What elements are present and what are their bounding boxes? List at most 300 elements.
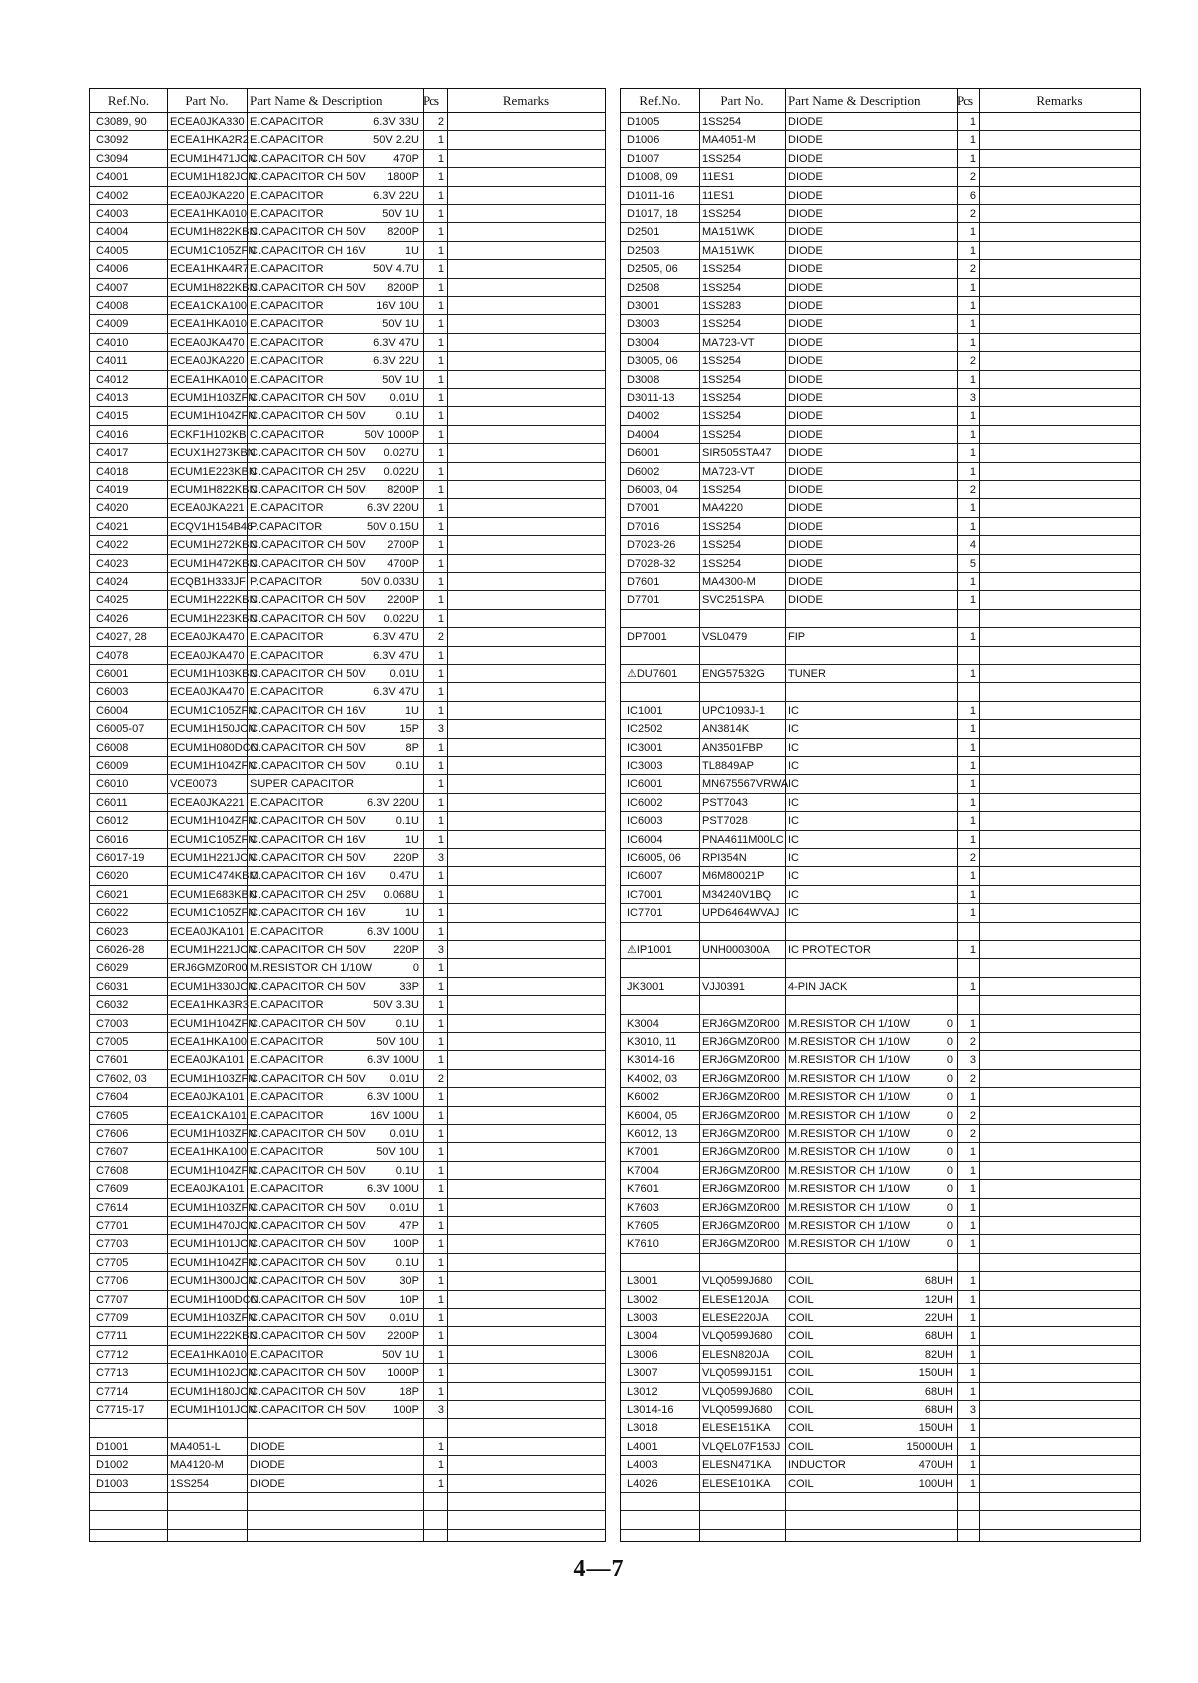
pcs: 2 — [969, 484, 976, 496]
part-name: C.CAPACITOR CH 50V — [250, 594, 366, 607]
pcs: 1 — [437, 373, 444, 386]
part-value: 8200P — [387, 484, 419, 496]
remarks — [447, 1254, 605, 1271]
pcs: 1 — [969, 1183, 976, 1196]
remarks — [979, 978, 1140, 995]
part-value: 68UH — [924, 1404, 953, 1416]
remarks — [447, 1015, 605, 1032]
part-name: C.CAPACITOR CH 25V — [250, 888, 366, 901]
part-name: E.CAPACITOR — [250, 336, 324, 349]
pcs: 2 — [437, 631, 444, 644]
part-name: C.CAPACITOR CH 50V — [250, 484, 366, 496]
description — [785, 573, 957, 590]
part-no: ECUM1H103ZFN — [170, 1201, 257, 1214]
table-row — [621, 996, 1140, 1014]
part-name: IC — [788, 778, 799, 791]
part-no: 1SS254 — [702, 281, 742, 294]
description — [247, 1015, 423, 1032]
table-row — [90, 923, 605, 941]
part-no: VLQ0599J680 — [702, 1385, 773, 1398]
ref-no: D2508 — [627, 281, 660, 294]
remarks — [447, 168, 605, 185]
part-value: 50V 4.7U — [373, 263, 419, 276]
part-no: ECUM1H100DCN — [170, 1293, 259, 1306]
description — [785, 1143, 957, 1160]
part-no: UPC1093J-1 — [702, 704, 765, 717]
table-row — [621, 1180, 1140, 1198]
pcs: 1 — [969, 1091, 976, 1104]
description — [785, 1217, 957, 1234]
table-row — [90, 1456, 605, 1474]
ref-no: C3092 — [96, 134, 129, 147]
pcs: 1 — [969, 1201, 976, 1214]
description — [785, 886, 957, 903]
part-value: 1U — [404, 704, 419, 717]
ref-no: IC7001 — [627, 888, 663, 901]
description — [247, 573, 423, 590]
part-name: IC — [788, 796, 799, 809]
remarks — [979, 1438, 1140, 1455]
pcs: 1 — [969, 870, 976, 883]
table-row — [90, 1088, 605, 1106]
remarks — [979, 812, 1140, 829]
table-row — [621, 1015, 1140, 1033]
remarks — [979, 260, 1140, 277]
pcs: 1 — [437, 1201, 444, 1214]
table-row — [621, 279, 1140, 297]
part-no: ECUM1H330JCN — [170, 980, 257, 993]
remarks — [979, 1401, 1140, 1418]
remarks — [447, 1419, 605, 1436]
table-row — [621, 426, 1140, 444]
part-value: 15P — [399, 723, 419, 736]
part-name: C.CAPACITOR CH 50V — [250, 1385, 366, 1398]
part-name: DIODE — [788, 428, 823, 441]
remarks — [447, 996, 605, 1013]
part-no: ECUM1H103KBN — [170, 668, 258, 680]
description — [785, 1493, 957, 1510]
table-row — [621, 1033, 1140, 1051]
ref-no — [621, 647, 699, 664]
part-name: C.CAPACITOR CH 50V — [250, 1238, 366, 1251]
pcs: 1 — [969, 1459, 976, 1472]
pcs: 1 — [437, 171, 444, 184]
pcs: 1 — [969, 152, 976, 165]
part-name: DIODE — [788, 539, 823, 552]
table-row — [90, 463, 605, 481]
table-row — [621, 831, 1140, 849]
remarks — [979, 1475, 1140, 1492]
description — [785, 1088, 957, 1105]
table-row — [621, 591, 1140, 609]
part-no: MN675567VRWA — [702, 778, 789, 791]
table-header — [621, 89, 1140, 113]
description — [785, 1107, 957, 1124]
ref-no: C7713 — [96, 1367, 129, 1380]
description — [785, 223, 957, 240]
ref-no — [621, 1511, 699, 1528]
remarks — [979, 591, 1140, 608]
part-name: E.CAPACITOR — [250, 649, 324, 662]
table-row — [90, 444, 605, 462]
remarks — [979, 904, 1140, 921]
part-value: 6.3V 220U — [367, 796, 419, 809]
description — [247, 1217, 423, 1234]
part-no: SVC251SPA — [702, 594, 765, 607]
ref-no: D1002 — [96, 1459, 129, 1472]
part-name: C.CAPACITOR CH 50V — [250, 171, 366, 184]
remarks — [979, 205, 1140, 222]
description — [247, 923, 423, 940]
part-name: IC — [788, 760, 799, 772]
ref-no: C4023 — [96, 557, 129, 570]
part-value: 100UH — [918, 1477, 953, 1490]
part-name: E.CAPACITOR — [250, 1054, 324, 1067]
remarks — [447, 1346, 605, 1363]
part-no: ECUM1H104ZFN — [170, 760, 257, 772]
pcs: 1 — [969, 134, 976, 147]
part-name: DIODE — [788, 594, 823, 607]
remarks — [447, 131, 605, 148]
table-row — [621, 260, 1140, 278]
remarks — [979, 1456, 1140, 1473]
description — [785, 1438, 957, 1455]
ref-no: L3014-16 — [627, 1404, 674, 1416]
ref-no: C4011 — [96, 355, 128, 368]
part-no: ECEA0JKA470 — [170, 686, 245, 699]
description — [247, 518, 423, 535]
part-no: VLQ0599J680 — [702, 1404, 773, 1416]
part-name: M.RESISTOR CH 1/10W — [788, 1017, 911, 1030]
part-name: C.CAPACITOR — [250, 428, 325, 441]
ref-no: D3001 — [627, 300, 660, 312]
table-row — [90, 242, 605, 260]
part-no: ECEA0JKA330 — [170, 116, 245, 128]
table-row — [90, 1364, 605, 1382]
remarks — [979, 923, 1140, 940]
pcs — [957, 996, 979, 1013]
part-no: 1SS254 — [702, 410, 742, 423]
description — [247, 1051, 423, 1068]
pcs: 1 — [969, 1220, 976, 1232]
part-name: COIL — [788, 1367, 814, 1380]
part-no — [167, 1419, 247, 1436]
table-row — [90, 187, 605, 205]
part-no: VJJ0391 — [702, 980, 745, 993]
part-name: IC — [788, 907, 799, 920]
description — [785, 260, 957, 277]
pcs: 1 — [969, 1146, 976, 1159]
parts-table-right — [620, 88, 1141, 1542]
part-name: DIODE — [788, 171, 823, 184]
table-row — [90, 1346, 605, 1364]
table-row — [90, 1401, 605, 1419]
pcs: 1 — [437, 447, 444, 460]
part-value: 50V 0.15U — [367, 520, 419, 533]
description — [785, 1199, 957, 1216]
remarks — [979, 297, 1140, 314]
remarks — [979, 867, 1140, 884]
header-part: Part No. — [720, 93, 764, 108]
part-value: 0.1U — [395, 410, 419, 423]
part-no: M6M80021P — [702, 870, 765, 883]
ref-no: D6001 — [627, 447, 660, 460]
part-value: 82UH — [924, 1348, 953, 1361]
part-name: M.RESISTOR CH 1/10W — [788, 1072, 911, 1085]
part-name: M.RESISTOR CH 1/10W — [788, 1146, 911, 1159]
ref-no: L3003 — [627, 1312, 658, 1324]
remarks — [447, 150, 605, 167]
part-value: 0 — [946, 1109, 953, 1122]
table-row — [621, 1419, 1140, 1437]
part-no: 11ES1 — [702, 189, 735, 202]
part-name: E.CAPACITOR — [250, 502, 324, 515]
part-name: C.CAPACITOR CH 50V — [250, 741, 366, 754]
pcs: 1 — [437, 999, 444, 1012]
part-name: COIL — [788, 1440, 814, 1453]
remarks — [979, 1419, 1140, 1436]
ref-no: C4025 — [96, 594, 129, 607]
part-no: ECUM1H103ZFN — [170, 1128, 257, 1140]
pcs: 1 — [969, 704, 976, 717]
ref-no: D7028-32 — [627, 557, 676, 570]
description — [785, 1383, 957, 1400]
ref-no: L3007 — [627, 1367, 658, 1380]
part-no: ERJ6GMZ0R00 — [702, 1091, 780, 1104]
part-no: ECUM1H300JCN — [170, 1275, 257, 1288]
remarks — [447, 113, 605, 130]
ref-no: D3011-13 — [627, 392, 675, 404]
pcs: 1 — [437, 1477, 444, 1490]
description — [247, 1456, 423, 1473]
part-name: E.CAPACITOR — [250, 1348, 324, 1361]
description — [785, 812, 957, 829]
description — [785, 113, 957, 130]
part-name: M.RESISTOR CH 1/10W — [788, 1054, 911, 1067]
description — [247, 1327, 423, 1344]
pcs: 1 — [969, 741, 976, 754]
description — [247, 647, 423, 664]
part-name: C.CAPACITOR CH 50V — [250, 1201, 366, 1214]
description — [785, 1070, 957, 1087]
part-name: IC — [788, 704, 799, 717]
remarks — [979, 1107, 1140, 1124]
description — [785, 683, 957, 700]
pcs: 1 — [437, 539, 444, 552]
ref-no — [621, 1493, 699, 1510]
part-value: 0.01U — [389, 1312, 419, 1324]
table-row — [621, 1511, 1140, 1529]
ref-no: D1005 — [627, 116, 660, 128]
part-value: 150UH — [918, 1367, 953, 1380]
table-row — [90, 628, 605, 646]
part-name: IC — [788, 833, 799, 846]
remarks — [447, 849, 605, 866]
pcs: 1 — [437, 300, 444, 312]
remarks — [979, 1125, 1140, 1142]
part-no: ERJ6GMZ0R00 — [702, 1201, 780, 1214]
pcs: 1 — [437, 1036, 444, 1048]
pcs: 1 — [437, 1128, 444, 1140]
pcs — [957, 683, 979, 700]
table-row — [90, 1475, 605, 1493]
remarks — [979, 775, 1140, 792]
pcs: 1 — [437, 686, 444, 699]
part-no: 1SS254 — [702, 557, 742, 570]
part-name: DIODE — [788, 281, 823, 294]
remarks — [447, 1033, 605, 1050]
part-no: ERJ6GMZ0R00 — [170, 962, 248, 975]
part-no: ENG57532G — [702, 668, 765, 680]
pcs: 2 — [969, 208, 976, 220]
description — [247, 959, 423, 976]
part-no: ECUM1H470JCN — [170, 1220, 257, 1232]
table-row — [90, 757, 605, 775]
part-name: M.RESISTOR CH 1/10W — [788, 1128, 911, 1140]
part-no: 1SS254 — [170, 1477, 210, 1490]
ref-no: C4013 — [96, 392, 129, 404]
part-no: ERJ6GMZ0R00 — [702, 1220, 780, 1232]
pcs: 1 — [969, 815, 976, 828]
part-value: 4700P — [387, 557, 419, 570]
part-no: MA4120-M — [170, 1459, 224, 1472]
remarks — [979, 444, 1140, 461]
ref-no: D7023-26 — [627, 539, 676, 552]
ref-no: L3012 — [627, 1385, 658, 1398]
remarks — [447, 352, 605, 369]
part-no: ELESN820JA — [702, 1348, 770, 1361]
pcs: 1 — [437, 1459, 444, 1472]
part-no: ERJ6GMZ0R00 — [702, 1183, 780, 1196]
description — [247, 389, 423, 406]
remarks — [447, 1088, 605, 1105]
remarks — [447, 1070, 605, 1087]
ref-no — [621, 683, 699, 700]
description — [247, 334, 423, 351]
part-no: 1SS254 — [702, 263, 742, 276]
part-value: 12UH — [924, 1293, 953, 1306]
remarks — [447, 794, 605, 811]
table-row — [90, 315, 605, 333]
part-value: 1U — [404, 244, 419, 257]
table-row — [90, 279, 605, 297]
ref-no — [621, 996, 699, 1013]
ref-no: C4027, 28 — [96, 631, 147, 644]
description — [785, 665, 957, 682]
pcs: 1 — [437, 484, 444, 496]
ref-no: L4001 — [627, 1440, 658, 1453]
pcs: 1 — [969, 373, 976, 386]
remarks — [979, 518, 1140, 535]
table-row — [621, 1199, 1140, 1217]
remarks — [979, 794, 1140, 811]
part-name: M.RESISTOR CH 1/10W — [788, 1091, 911, 1104]
pcs: 6 — [969, 189, 976, 202]
table-row — [90, 371, 605, 389]
part-name: DIODE — [788, 355, 823, 368]
description — [247, 1438, 423, 1455]
part-no: 1SS254 — [702, 152, 742, 165]
description — [785, 1511, 957, 1528]
part-no: ECUM1H223KBN — [170, 612, 258, 625]
part-no: ECUM1H272KBN — [170, 539, 258, 552]
table-row — [90, 352, 605, 370]
ref-no: K7603 — [627, 1201, 659, 1214]
part-no: ECUM1E683KBN — [170, 888, 257, 901]
table-row — [90, 518, 605, 536]
part-value: 150UH — [918, 1422, 953, 1435]
part-no: 11ES1 — [702, 171, 735, 184]
ref-no: C7601 — [96, 1054, 129, 1067]
pcs: 1 — [437, 410, 444, 423]
part-no — [699, 683, 785, 700]
pcs: 1 — [969, 594, 976, 607]
part-name: M.RESISTOR CH 1/10W — [788, 1220, 911, 1232]
pcs: 1 — [969, 1017, 976, 1030]
description — [247, 978, 423, 995]
ref-no: C6009 — [96, 760, 129, 772]
description — [785, 1235, 957, 1252]
table-row — [90, 1143, 605, 1161]
part-no: ERJ6GMZ0R00 — [702, 1164, 780, 1177]
part-name: DIODE — [250, 1459, 285, 1472]
part-value: 16V 10U — [376, 300, 419, 312]
part-value: 50V 3.3U — [373, 999, 419, 1012]
table-row — [90, 812, 605, 830]
part-name: DIODE — [788, 116, 823, 128]
ref-no: C4016 — [96, 428, 129, 441]
pcs: 2 — [969, 355, 976, 368]
table-row — [621, 683, 1140, 701]
part-value: 2200P — [387, 594, 419, 607]
remarks — [447, 1364, 605, 1381]
description — [247, 739, 423, 756]
description — [785, 591, 957, 608]
part-value: 0.1U — [395, 1164, 419, 1177]
table-row — [621, 1309, 1140, 1327]
table-row — [621, 205, 1140, 223]
ref-no: C4078 — [96, 649, 129, 662]
part-name: DIODE — [788, 244, 823, 257]
part-value: 6.3V 22U — [373, 189, 419, 202]
part-value: 50V 1U — [382, 1348, 419, 1361]
description — [247, 1235, 423, 1252]
part-value: 0.1U — [395, 1017, 419, 1030]
description — [247, 867, 423, 884]
remarks — [447, 1475, 605, 1492]
ref-no: D1007 — [627, 152, 660, 165]
table-row — [90, 1272, 605, 1290]
part-value: 0 — [946, 1238, 953, 1251]
remarks — [447, 665, 605, 682]
pcs: 1 — [969, 980, 976, 993]
part-no: 1SS254 — [702, 392, 742, 404]
part-value: 68UH — [924, 1385, 953, 1398]
part-no: ECUM1H104ZFN — [170, 410, 257, 423]
part-no: ECEA1HKA010 — [170, 373, 248, 386]
remarks — [979, 1033, 1140, 1050]
part-name: C.CAPACITOR CH 50V — [250, 539, 366, 552]
ref-no: K7004 — [627, 1164, 659, 1177]
ref-no: K7001 — [627, 1146, 659, 1159]
part-name: DIODE — [788, 484, 823, 496]
part-name: C.CAPACITOR CH 50V — [250, 1128, 366, 1140]
pcs: 2 — [969, 1072, 976, 1085]
ref-no: C7609 — [96, 1183, 129, 1196]
table-row — [90, 1309, 605, 1327]
part-no: MA151WK — [702, 244, 755, 257]
table-row — [621, 775, 1140, 793]
